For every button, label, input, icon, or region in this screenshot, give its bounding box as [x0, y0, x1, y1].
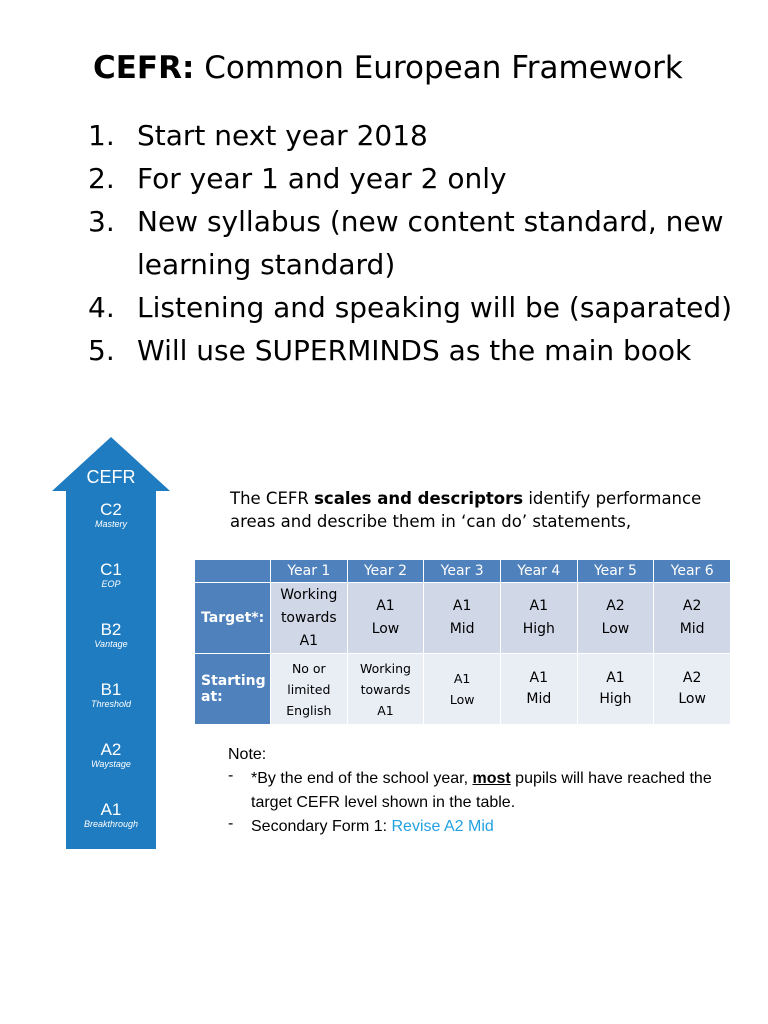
list-number: 1. [88, 119, 115, 152]
notes-section [228, 743, 748, 839]
dash-bullet: - [228, 815, 234, 832]
table-cell [577, 654, 654, 725]
level-b2 [52, 621, 170, 649]
intro-bold: scales and descriptors [314, 489, 524, 508]
list-number: 5. [88, 334, 115, 367]
table-cell [500, 583, 577, 654]
list-number: 3. [88, 205, 115, 238]
cell-line: A1 [529, 670, 549, 686]
title-bold: CEFR: [93, 50, 195, 86]
list-item [88, 286, 758, 329]
table-cell [500, 654, 577, 725]
cell-line: A2 [682, 598, 702, 614]
column-header: Year 3 [424, 560, 501, 583]
note-text: pupils will have reached the target CEFR level shown in the table. [251, 770, 712, 811]
notes-heading: Note: [228, 746, 267, 763]
level-code: C2 [100, 500, 122, 519]
cell-line: A1 [529, 598, 549, 614]
cell-line: High [599, 691, 632, 707]
cell-line: A2 [682, 670, 702, 686]
list-text: Will use SUPERMINDS as the main book [137, 334, 692, 367]
cell-line: A2 [606, 598, 625, 614]
cell-line: Working [359, 660, 411, 676]
cell-line: Working [280, 586, 338, 603]
column-header: Year 2 [347, 560, 424, 583]
level-desc: Breakthrough [83, 819, 139, 829]
column-header: Year 6 [654, 560, 731, 583]
cell-line: Mid [679, 621, 705, 637]
table-cell [654, 654, 731, 725]
table-cell [424, 583, 501, 654]
arrow-heading: CEFR [86, 467, 136, 487]
level-a1 [52, 801, 170, 829]
cell-line: Low [371, 621, 400, 637]
level-desc: EOP [101, 579, 121, 589]
cell-line: A1 [453, 671, 471, 686]
table-cell [424, 654, 501, 725]
point-list [88, 114, 758, 372]
cell-line: A1 [606, 670, 625, 686]
cell-line: A1 [452, 598, 472, 614]
cell-line: towards [280, 609, 337, 626]
table-row-starting [195, 654, 731, 725]
note-text: Secondary Form 1: [251, 818, 392, 835]
column-header: Year 4 [500, 560, 577, 583]
note-highlight: Revise A2 Mid [391, 818, 494, 835]
intro-post: identify performance areas and describe them in ‘can do’ statements, [230, 489, 702, 531]
corner-cell [195, 560, 271, 583]
cell-line: Mid [526, 691, 552, 707]
level-desc: Vantage [94, 639, 128, 649]
table-cell [347, 654, 424, 725]
note-item [228, 767, 748, 815]
list-item [88, 114, 758, 157]
list-item [88, 157, 758, 200]
cell-line: A1 [376, 598, 395, 614]
table-cell [271, 583, 348, 654]
table-cell [577, 583, 654, 654]
page-title [93, 48, 683, 88]
cefr-level-arrow [52, 437, 170, 849]
table-cell [347, 583, 424, 654]
level-code: B1 [100, 680, 122, 699]
note-text: *By the end of the school year, [251, 770, 473, 787]
intro-text [230, 487, 730, 533]
table-header-row [195, 560, 731, 583]
level-desc: Mastery [94, 519, 127, 529]
title-rest: Common European Framework [204, 50, 683, 86]
level-code: C1 [100, 560, 122, 579]
table-cell [271, 654, 348, 725]
dash-bullet: - [228, 767, 234, 784]
cell-line: High [522, 621, 555, 637]
cell-line: A1 [377, 702, 394, 718]
level-desc: Waystage [91, 759, 131, 769]
cell-line: No or [291, 660, 326, 676]
cell-line: Low [449, 692, 475, 707]
list-text: Start next year 2018 [137, 119, 428, 152]
level-desc: Threshold [90, 699, 132, 709]
level-c2 [52, 501, 170, 529]
column-header: Year 5 [577, 560, 654, 583]
list-number: 4. [88, 291, 115, 324]
cell-line: Low [601, 621, 630, 637]
cell-line: Mid [449, 621, 475, 637]
cell-line: limited [287, 681, 331, 697]
row-label: Target*: [195, 583, 271, 654]
table-row-target [195, 583, 731, 654]
cell-line: A1 [299, 632, 319, 649]
list-number: 2. [88, 162, 115, 195]
row-label: Starting at: [195, 654, 271, 725]
level-b1 [52, 681, 170, 709]
list-text: New syllabus (new content standard, new learning standard) [137, 205, 724, 281]
list-text: Listening and speaking will be (saparated) [137, 291, 733, 324]
note-emphasis: most [472, 770, 511, 787]
table-cell [654, 583, 731, 654]
column-header: Year 1 [271, 560, 348, 583]
note-item [228, 815, 748, 839]
level-code: A2 [100, 740, 122, 759]
list-text: For year 1 and year 2 only [137, 162, 507, 195]
cell-line: towards [360, 681, 411, 697]
cefr-target-table [194, 559, 731, 725]
level-c1 [52, 561, 170, 589]
list-item [88, 200, 758, 286]
cell-line: English [286, 702, 332, 718]
level-code: A1 [100, 800, 122, 819]
intro-pre: The CEFR [230, 489, 315, 508]
level-a2 [52, 741, 170, 769]
level-code: B2 [100, 620, 122, 639]
cell-line: Low [678, 691, 706, 707]
list-item [88, 329, 758, 372]
